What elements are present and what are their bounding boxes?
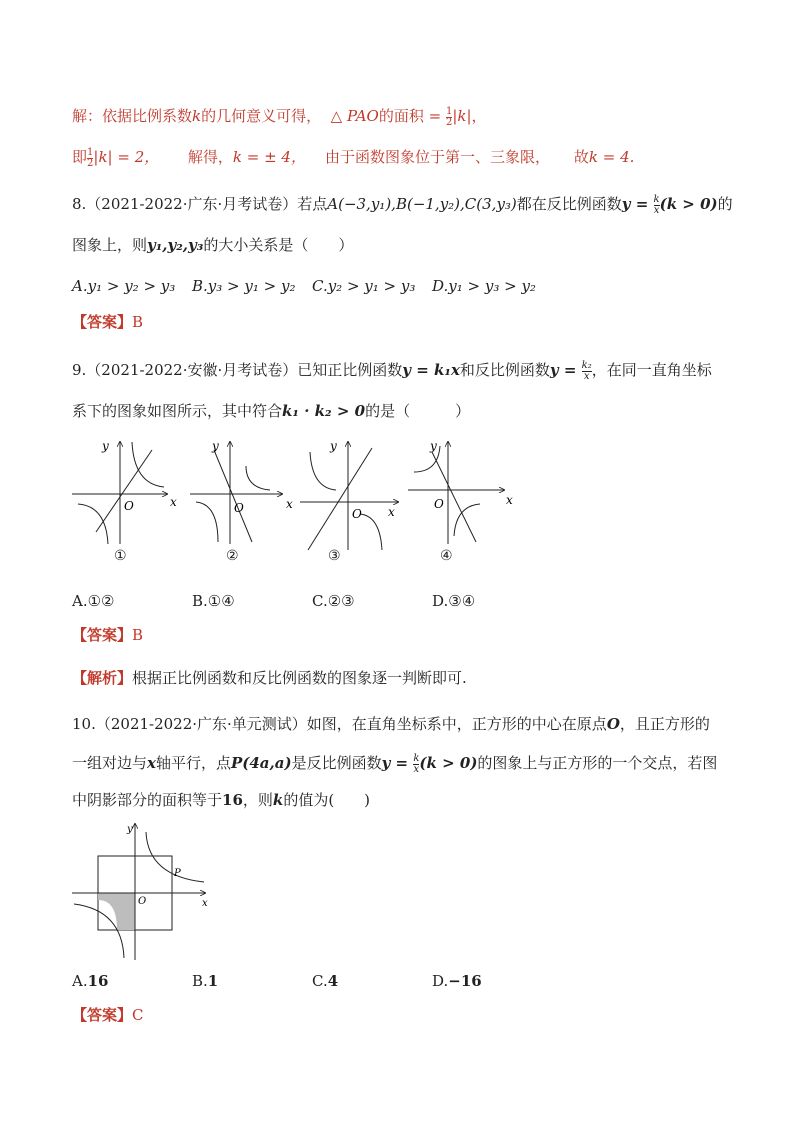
svg-text:O: O <box>234 501 244 515</box>
svg-text:x: x <box>170 495 177 509</box>
q8-stem-line-1: 8.（2021-2022·广东·月考试卷）若点A(−3,y₁),B(−1,y₂),C(3,y₃)都在反比例函数y = $\frac{k}{x}$ (k > 0)的 <box>72 193 733 216</box>
q10-stem-line-3: 中阴影部分的面积等于16，则k的值为( ) <box>72 791 371 809</box>
figure-4-label: ④ <box>440 548 453 564</box>
q10-stem-line-2: 一组对边与x轴平行，点P(4a,a)是反比例函数y = $\frac{k}{x}$ (k > 0)的图象上与正方形的一个交点，若图 <box>72 752 718 775</box>
fraction: $\frac{1}{2}$ <box>445 105 453 128</box>
q8-choice-c[interactable]: C.y₂ > y₁ > y₃ <box>312 277 416 295</box>
svg-text:O: O <box>352 507 362 521</box>
figure-3 <box>300 439 398 550</box>
q10-stem-line-1: 10.（2021-2022·广东·单元测试）如图，在直角坐标系中，正方形的中心在原点O，且正方形的 <box>72 715 710 733</box>
figure-1 <box>72 439 177 544</box>
solution-line-2: 即 $\frac{1}{2}$ |k| = 2， 解得，k = ± 4， 由于函数图象位于第一、三象限， 故k = 4. <box>72 146 635 169</box>
fraction: $\frac{\text{k₂}}{x}$ <box>581 359 592 382</box>
svg-text:O: O <box>434 497 444 511</box>
q10-choice-c[interactable]: C.4 <box>312 972 339 990</box>
figure-1-label: ① <box>114 548 127 564</box>
svg-text:P: P <box>174 868 181 879</box>
q8-choice-d[interactable]: D.y₁ > y₃ > y₂ <box>432 277 536 295</box>
svg-text:y: y <box>330 439 337 453</box>
svg-text:y: y <box>127 824 133 835</box>
q9-choice-a[interactable]: A.①② <box>72 592 115 610</box>
q9-figures <box>72 432 532 562</box>
figure-2 <box>190 439 293 544</box>
q9-stem-line-2: 系下的图象如图所示，其中符合k₁ · k₂ > 0的是（ ） <box>72 402 471 420</box>
svg-text:x: x <box>286 497 293 511</box>
svg-text:y: y <box>430 439 437 453</box>
q10-choice-b[interactable]: B.1 <box>192 972 219 990</box>
svg-text:O: O <box>124 499 134 513</box>
svg-text:x: x <box>388 505 395 519</box>
q9-stem-line-1: 9.（2021-2022·安徽·月考试卷）已知正比例函数y = k₁x和反比例函数y = $\frac{\text{k₂}}{x}$ ，在同一直角坐标 <box>72 359 712 382</box>
q9-choice-c[interactable]: C.②③ <box>312 592 355 610</box>
svg-text:x: x <box>506 493 513 507</box>
q8-stem-line-2: 图象上，则y₁,y₂,y₃的大小关系是（ ） <box>72 236 354 254</box>
q9-choice-d[interactable]: D.③④ <box>432 592 476 610</box>
figure-2-label: ② <box>226 548 239 564</box>
q10-answer: 【答案】C <box>72 1006 144 1024</box>
q10-choice-a[interactable]: A.16 <box>72 972 109 990</box>
q10-choice-d[interactable]: D.−16 <box>432 972 482 990</box>
q10-figure <box>70 820 220 970</box>
q9-analysis: 【解析】根据正比例函数和反比例函数的图象逐一判断即可. <box>72 669 467 687</box>
solution-line-1: 解：依据比例系数k的几何意义可得， △ PAO的面积 = $\frac{1}{2}$ |k|， <box>72 105 487 128</box>
q8-choice-a[interactable]: A.y₁ > y₂ > y₃ <box>72 277 176 295</box>
svg-text:x: x <box>202 898 208 909</box>
svg-text:O: O <box>138 896 147 907</box>
figure-4 <box>408 439 513 544</box>
q9-choice-b[interactable]: B.①④ <box>192 592 235 610</box>
fraction: $\frac{k}{x}$ <box>413 752 420 775</box>
fraction: $\frac{k}{x}$ <box>653 193 660 216</box>
svg-text:y: y <box>102 439 109 453</box>
q8-answer: 【答案】B <box>72 313 144 331</box>
figure-3-label: ③ <box>328 548 341 564</box>
fraction: $\frac{1}{2}$ <box>87 146 94 169</box>
q9-answer: 【答案】B <box>72 626 144 644</box>
svg-text:y: y <box>212 439 219 453</box>
q8-choice-b[interactable]: B.y₃ > y₁ > y₂ <box>192 277 296 295</box>
